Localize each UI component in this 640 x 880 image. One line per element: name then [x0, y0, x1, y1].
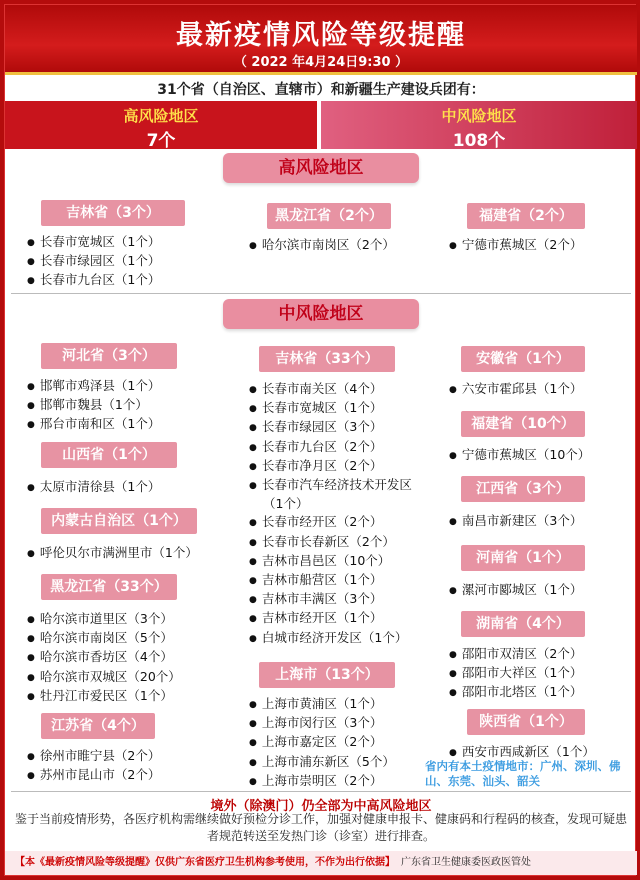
- area-item: ● 邯郸市魏县（1个）: [27, 396, 160, 415]
- mid-area-list: [449, 645, 582, 703]
- mid-area-list: [249, 695, 395, 791]
- area-item: ● 呼伦贝尔市满洲里市（1个）: [27, 544, 198, 563]
- header-banner: [5, 5, 637, 75]
- high-risk-summary-label: 高风险地区: [123, 107, 199, 125]
- mid-province-label: 江西省（3个）: [461, 476, 585, 502]
- area-item: ● 长春市南关区（4个）: [249, 380, 425, 399]
- mid-province-label: 河北省（3个）: [41, 343, 177, 369]
- area-item: ● 太原市清徐县（1个）: [27, 478, 160, 497]
- mid-province-label: 内蒙古自治区（1个）: [41, 508, 197, 534]
- area-item: ● 长春市九台区（2个）: [249, 438, 425, 457]
- mid-area-list: [449, 581, 582, 600]
- mid-area-list: [449, 446, 590, 465]
- poster: [4, 4, 636, 876]
- area-item: ● 哈尔滨市南岗区（5个）: [27, 629, 181, 648]
- high-risk-summary-count: 7个: [146, 131, 176, 151]
- mid-province-label: 湖南省（4个）: [461, 611, 585, 637]
- mid-risk-banner: 中风险地区: [223, 299, 419, 329]
- area-item: ● 上海市崇明区（2个）: [249, 772, 395, 791]
- area-item: ● 邢台市南和区（1个）: [27, 415, 160, 434]
- footer-org: 广东省卫生健康委医政医管处: [401, 857, 531, 868]
- area-item: ● 上海市浦东新区（5个）: [249, 753, 395, 772]
- mid-risk-summary-count: 108个: [452, 131, 506, 151]
- area-item: ● 宁德市蕉城区（2个）: [449, 236, 582, 255]
- area-item: ● 吉林市丰满区（3个）: [249, 590, 425, 609]
- high-province-label: 福建省（2个）: [467, 203, 585, 229]
- area-item: ● 长春市绿园区（1个）: [27, 252, 160, 271]
- area-item: ● 长春市净月区（2个）: [249, 457, 425, 476]
- area-item: ● 长春市汽车经济技术开发区（1个）: [249, 476, 425, 513]
- mid-area-list: [27, 544, 198, 563]
- high-risk-summary: [5, 101, 317, 149]
- mid-province-label: 山西省（1个）: [41, 442, 177, 468]
- mid-province-label: 江苏省（4个）: [41, 713, 155, 739]
- area-item: ● 上海市闵行区（3个）: [249, 714, 395, 733]
- summary-intro: 31个省（自治区、直辖市）和新疆生产建设兵团有：: [157, 82, 485, 98]
- area-item: ● 六安市霍邱县（1个）: [449, 380, 582, 399]
- area-item: ● 牡丹江市爱民区（1个）: [27, 687, 181, 706]
- area-item: ● 长春市经开区（2个）: [249, 513, 425, 532]
- area-item: ● 吉林市昌邑区（10个）: [249, 552, 425, 571]
- high-province-label: 黑龙江省（2个）: [267, 203, 391, 229]
- area-item: ● 上海市黄浦区（1个）: [249, 695, 395, 714]
- area-item: ● 邵阳市大祥区（1个）: [449, 664, 582, 683]
- high-area-list: [449, 236, 582, 255]
- area-item: ● 吉林市船营区（1个）: [249, 571, 425, 590]
- footer: [5, 851, 637, 875]
- area-item: ● 上海市嘉定区（2个）: [249, 733, 395, 752]
- area-item: ● 长春市绿园区（3个）: [249, 418, 425, 437]
- update-time: （ 2022 年4月24日9:30 ）: [233, 55, 409, 70]
- area-item: ● 白城市经济开发区（1个）: [249, 629, 425, 648]
- area-item: ● 哈尔滨市香坊区（4个）: [27, 648, 181, 667]
- mid-area-list: [27, 377, 160, 435]
- area-item: ● 西安市西咸新区（1个）: [449, 743, 595, 762]
- footer-remark: 【本《最新疫情风险等级提醒》仅供广东省医疗卫生机构参考使用，不作为出行依据】: [15, 857, 395, 868]
- high-province-label: 吉林省（3个）: [41, 200, 185, 226]
- mid-area-list: [27, 747, 160, 785]
- area-item: ● 哈尔滨市南岗区（2个）: [249, 236, 395, 255]
- divider: [11, 791, 631, 792]
- local-outbreak-note: 省内有本土疫情地市：广州、深圳、佛山、东莞、汕头、韶关: [425, 759, 621, 788]
- area-item: ● 南昌市新建区（3个）: [449, 512, 582, 531]
- mid-risk-summary-label: 中风险地区: [441, 107, 517, 125]
- high-risk-banner: 高风险地区: [223, 153, 419, 183]
- abroad-note: 境外（除澳门）仍全部为中高风险地区: [210, 799, 432, 814]
- mid-province-label: 福建省（10个）: [461, 411, 585, 437]
- area-item: ● 邯郸市鸡泽县（1个）: [27, 377, 160, 396]
- mid-area-list: [449, 512, 582, 531]
- area-item: ● 苏州市昆山市（2个）: [27, 766, 160, 785]
- page-title: 最新疫情风险等级提醒: [176, 20, 466, 51]
- area-item: ● 长春市长春新区（2个）: [249, 533, 425, 552]
- area-item: ● 长春市九台区（1个）: [27, 271, 160, 290]
- mid-province-label: 安徽省（1个）: [461, 346, 585, 372]
- area-item: ● 宁德市蕉城区（10个）: [449, 446, 590, 465]
- area-item: ● 漯河市郾城区（1个）: [449, 581, 582, 600]
- area-item: ● 邵阳市北塔区（1个）: [449, 683, 582, 702]
- high-area-list: [27, 233, 160, 291]
- divider: [11, 293, 631, 294]
- area-item: ● 邵阳市双清区（2个）: [449, 645, 582, 664]
- notice-text: 鉴于当前疫情形势，各医疗机构需继续做好预检分诊工作，加强对健康申报卡、健康码和行程码的核查，发现可疑患者规范转送至发热门诊（诊室）进行排查。: [15, 812, 628, 843]
- mid-province-label: 河南省（1个）: [461, 545, 585, 571]
- mid-province-label: 陕西省（1个）: [467, 709, 585, 735]
- area-item: ● 长春市宽城区（1个）: [27, 233, 160, 252]
- area-item: ● 哈尔滨市双城区（20个）: [27, 668, 181, 687]
- mid-risk-summary: [321, 101, 637, 149]
- area-item: ● 徐州市睢宁县（2个）: [27, 747, 160, 766]
- area-item: ● 长春市宽城区（1个）: [249, 399, 425, 418]
- high-area-list: [249, 236, 395, 255]
- mid-province-label: 黑龙江省（33个）: [41, 574, 177, 600]
- mid-area-list: [449, 380, 582, 399]
- mid-area-list: [27, 610, 181, 706]
- mid-area-list: [27, 478, 160, 497]
- area-item: ● 哈尔滨市道里区（3个）: [27, 610, 181, 629]
- mid-area-list: [249, 380, 425, 648]
- mid-province-label: 吉林省（33个）: [259, 346, 395, 372]
- mid-province-label: 上海市（13个）: [259, 662, 395, 688]
- area-item: ● 吉林市经开区（1个）: [249, 609, 425, 628]
